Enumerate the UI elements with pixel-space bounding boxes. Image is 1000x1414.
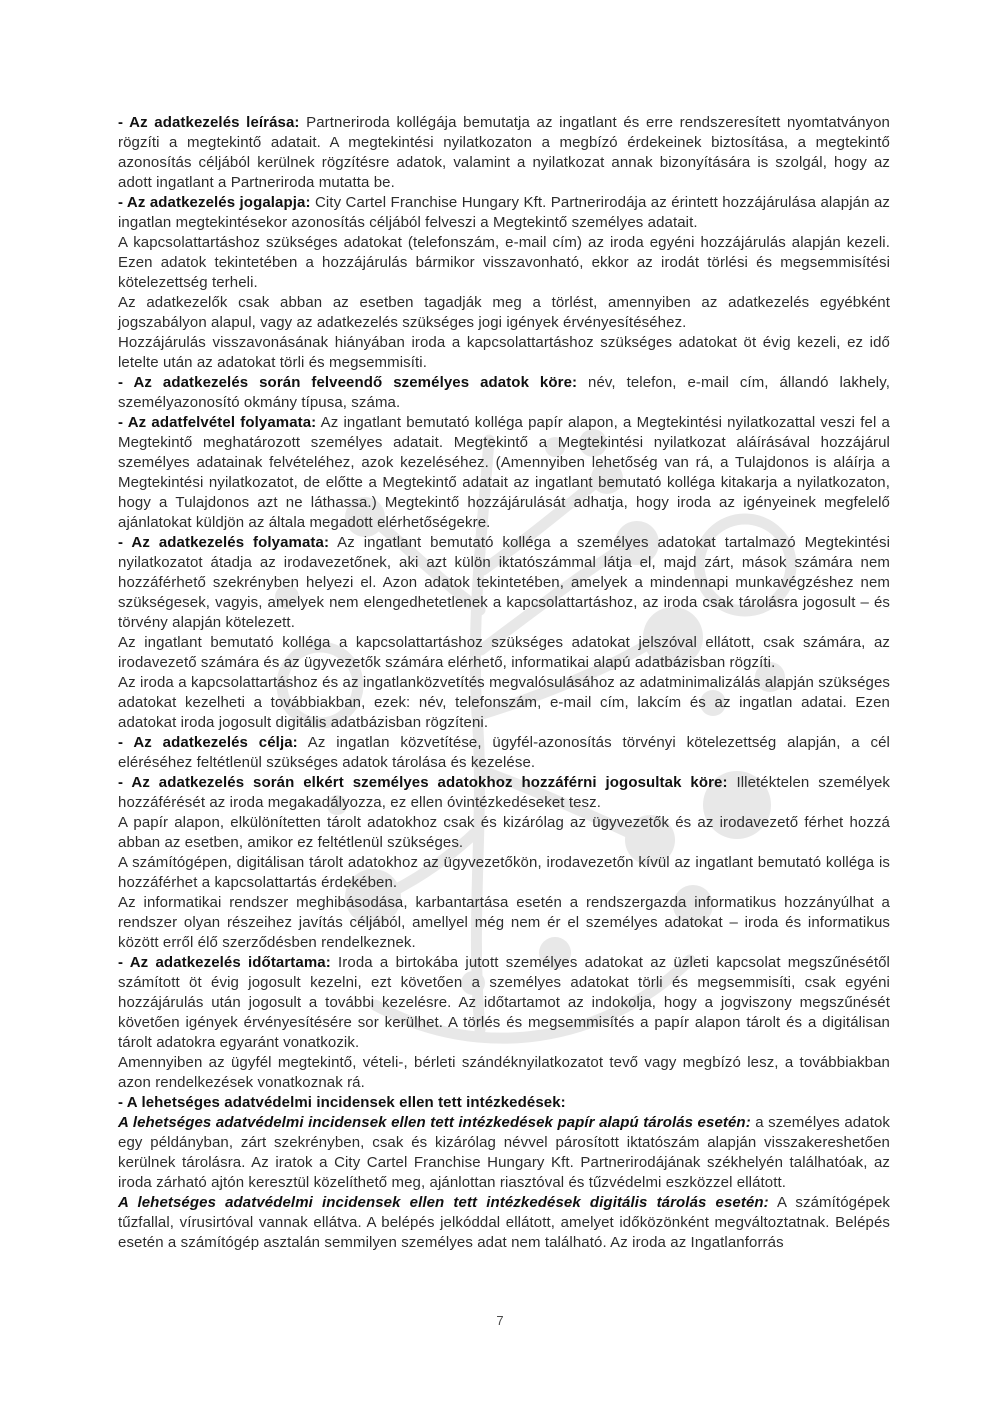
- paragraph-text: A számítógépek tűzfallal, vírusirtóval vannak ellátva. A belépés jelkóddal ellátott, amelyet időközönként megváltoztatnak. Belépés esetén a számítógép asztalán semmilyen személyes adat nem található. Az iroda az Ingatlanforrás: [118, 1194, 891, 1251]
- paragraph-text: Illetéktelen személyek hozzáférését az iroda megakadályozza, ez ellen óvintézkedéseket tesz.: [118, 774, 890, 811]
- paragraph-text: Az iroda a kapcsolattartáshoz és az ingatlanközvetítés megvalósulásához az adatminimalizálás alapján szükséges adatokat kezelheti a továbbiakban, ezek: név, telefonszám, e-mail cím, lakcím és az ingatlan adatai. Ezen adatokat iroda jogosult digitális adatbázisban rögzíteni.: [118, 674, 890, 731]
- paragraph: [118, 853, 890, 893]
- paragraph: [118, 893, 890, 953]
- paragraph-text: A papír alapon, elkülönítetten tárolt adatokhoz csak és kizárólag az ügyvezetők és az irodavezető férhet hozzá abban az esetben, amikor ez feltétlenül szükséges.: [118, 814, 890, 851]
- paragraph-lead: - Az adatkezelés során elkért személyes adatokhoz hozzáférni jogosultak köre:: [118, 774, 728, 791]
- paragraph: [118, 1113, 890, 1193]
- paragraph-text: Iroda a birtokába jutott személyes adatokat az üzleti kapcsolat megszűnésétől számított öt évig jogosult kezelni, ezt követően a személyes adatokat törli és megsemmisíti, csak egyéni hozzájárulás után jogosult a további kezelésre. Az időtartamot az indokolja, hogy a jogviszony megszűnését követően igények érvényesítésére sor kerülhet. A törlés és megsemmisítés a papír alapon tárolt és a digitálisan tárolt adatokra egyaránt vonatkozik.: [118, 954, 890, 1051]
- paragraph: [118, 373, 890, 413]
- paragraph-lead: A lehetséges adatvédelmi incidensek ellen tett intézkedések digitális tárolás esetén:: [118, 1194, 769, 1211]
- paragraph-lead: - Az adatkezelés folyamata:: [118, 534, 330, 551]
- paragraph-text: Hozzájárulás visszavonásának hiányában iroda a kapcsolattartáshoz szükséges adatokat öt évig kezeli, ez idő letelte után az adatokat törli és megsemmisíti.: [118, 334, 890, 371]
- paragraph-lead: - Az adatkezelés időtartama:: [118, 954, 331, 971]
- paragraph-text: Az ingatlant bemutató kolléga a kapcsolattartáshoz szükséges adatokat jelszóval ellátott, csak számára, az irodavezető számára és az ügyvezetők számára elérhető, informatikai alapú adatbázisban rögzíti.: [118, 634, 890, 671]
- paragraph-lead: - Az adatkezelés jogalapja:: [118, 194, 311, 211]
- paragraph-text: A kapcsolattartáshoz szükséges adatokat (telefonszám, e-mail cím) az iroda egyéni hozzájárulás alapján kezeli. Ezen adatok tekintetében a hozzájárulás bármikor visszavonható, ekkor az irodát törlési és megsemmisítési kötelezettség terheli.: [118, 234, 890, 291]
- paragraph-text: Az ingatlant bemutató kolléga papír alapon, a Megtekintési nyilatkozattal veszi fel a Megtekintő meghatározott személyes adatait. Megtekintő a Megtekintési nyilatkozat aláírásával hozzájárul személyes adatainak felvételéhez, azok kezeléséhez. (Amennyiben lehetőség van rá, a Tulajdonos is aláírja a Megtekintési nyilatkozatot, de előtte a Megtekintő adatait az ingatlant bemutató kolléga kitakarja a nyilatkozaton, hogy a Tulajdonos azt ne láthassa.) Megtekintő hozzájárulását adhatja, hogy iroda az igényeinek megfelelő ajánlatokat küldjön az általa megadott elérhetőségekre.: [118, 414, 890, 531]
- paragraph: [118, 1193, 890, 1253]
- paragraph: [118, 533, 890, 633]
- paragraph: [118, 953, 890, 1053]
- paragraph: [118, 633, 890, 673]
- paragraph-lead: - Az adatkezelés leírása:: [118, 114, 300, 131]
- paragraph-lead: - Az adatfelvétel folyamata:: [118, 414, 317, 431]
- paragraph: [118, 813, 890, 853]
- paragraph: [118, 333, 890, 373]
- paragraph-text: A számítógépen, digitálisan tárolt adatokhoz az ügyvezetőkön, irodavezetőn kívül az ingatlant bemutató kolléga is hozzáférhet a kapcsolattartás érdekében.: [118, 854, 890, 891]
- paragraph-lead: A lehetséges adatvédelmi incidensek ellen tett intézkedések papír alapú tárolás esetén:: [118, 1114, 751, 1131]
- paragraph: [118, 673, 890, 733]
- paragraph: [118, 293, 890, 333]
- paragraph-text: név, telefon, e-mail cím, állandó lakhely, személyazonosító okmány típusa, száma.: [118, 374, 890, 411]
- document-body: [118, 113, 890, 1253]
- paragraph-text: Partneriroda kollégája bemutatja az ingatlant és erre rendszeresített nyomtatványon rögzíti a megtekintő adatait. A megtekintési nyilatkozaton a megbízó érdekeinek biztosítása, a megtekintő azonosítás céljából kerülnek rögzítésre adatok, valamint a nyilatkozat annak bizonyítására is szolgál, hogy az adott ingatlant a Partneriroda mutatta be.: [118, 114, 891, 191]
- paragraph: [118, 733, 890, 773]
- paragraph-text: Az ingatlant bemutató kolléga a személyes adatokat tartalmazó Megtekintési nyilatkozatot átadja az irodavezetőnek, aki azt külön iktatószámmal látja el, majd zárt, mások számára nem hozzáférhető szekrényben helyezi el. Azon adatok tekintetében, amelyek a mindennapi munkavégzéshez nem szükségesek, vagyis, amelyek nem elengedhetetlenek a kapcsolattartáshoz, az iroda csak tárolásra jogosult – és törvény alapján kötelezett.: [118, 534, 891, 631]
- paragraph: [118, 1093, 890, 1113]
- paragraph: [118, 413, 890, 533]
- paragraph-lead: - A lehetséges adatvédelmi incidensek ellen tett intézkedések:: [118, 1094, 566, 1111]
- paragraph: [118, 1053, 890, 1093]
- paragraph-lead: - Az adatkezelés során felveendő személyes adatok köre:: [118, 374, 578, 391]
- paragraph: [118, 113, 890, 193]
- paragraph: [118, 773, 890, 813]
- paragraph-text: Az adatkezelők csak abban az esetben tagadják meg a törlést, amennyiben az adatkezelés egyébként jogszabályon alapul, vagy az adatkezelés szükséges jogi igények érvényesítéséhez.: [118, 294, 890, 331]
- paragraph-text: Az informatikai rendszer meghibásodása, karbantartása esetén a rendszergazda informatikus hozzányúlhat a rendszer olyan részeihez javítás céljából, amellyel még nem ér el személyes adatokat – iroda és informatikus között erről élő szerződésben rendelkeznek.: [118, 894, 890, 951]
- paragraph-text: Az ingatlan közvetítése, ügyfél-azonosítás törvényi kötelezettség alapján, a cél eléréséhez feltétlenül szükséges adatok tárolása és kezelése.: [118, 734, 890, 771]
- paragraph: [118, 193, 890, 233]
- paragraph-lead: - Az adatkezelés célja:: [118, 734, 298, 751]
- paragraph-text: Amennyiben az ügyfél megtekintő, vételi-, bérleti szándéknyilatkozatot tevő vagy megbízó lesz, a továbbiakban azon rendelkezések vonatkoznak rá.: [118, 1054, 890, 1091]
- paragraph-text: a személyes adatok egy példányban, zárt szekrényben, csak és kizárólag névvel párosított iktatószám alapján visszakereshetően kerülnek tárolásra. Az iratok a City Cartel Franchise Hungary Kft. Partnerirodájának székhelyén találhatóak, az iroda zárható ajtón keresztül közelíthető meg, ajánlottan riasztóval és tűzvédelmi eszközzel ellátott.: [118, 1114, 891, 1191]
- paragraph-text: City Cartel Franchise Hungary Kft. Partnerirodája az érintett hozzájárulása alapján az ingatlan megtekintésekor azonosítás céljából felveszi a Megtekintő személyes adatait.: [118, 194, 890, 231]
- paragraph: [118, 233, 890, 293]
- page-number: 7: [496, 1313, 504, 1328]
